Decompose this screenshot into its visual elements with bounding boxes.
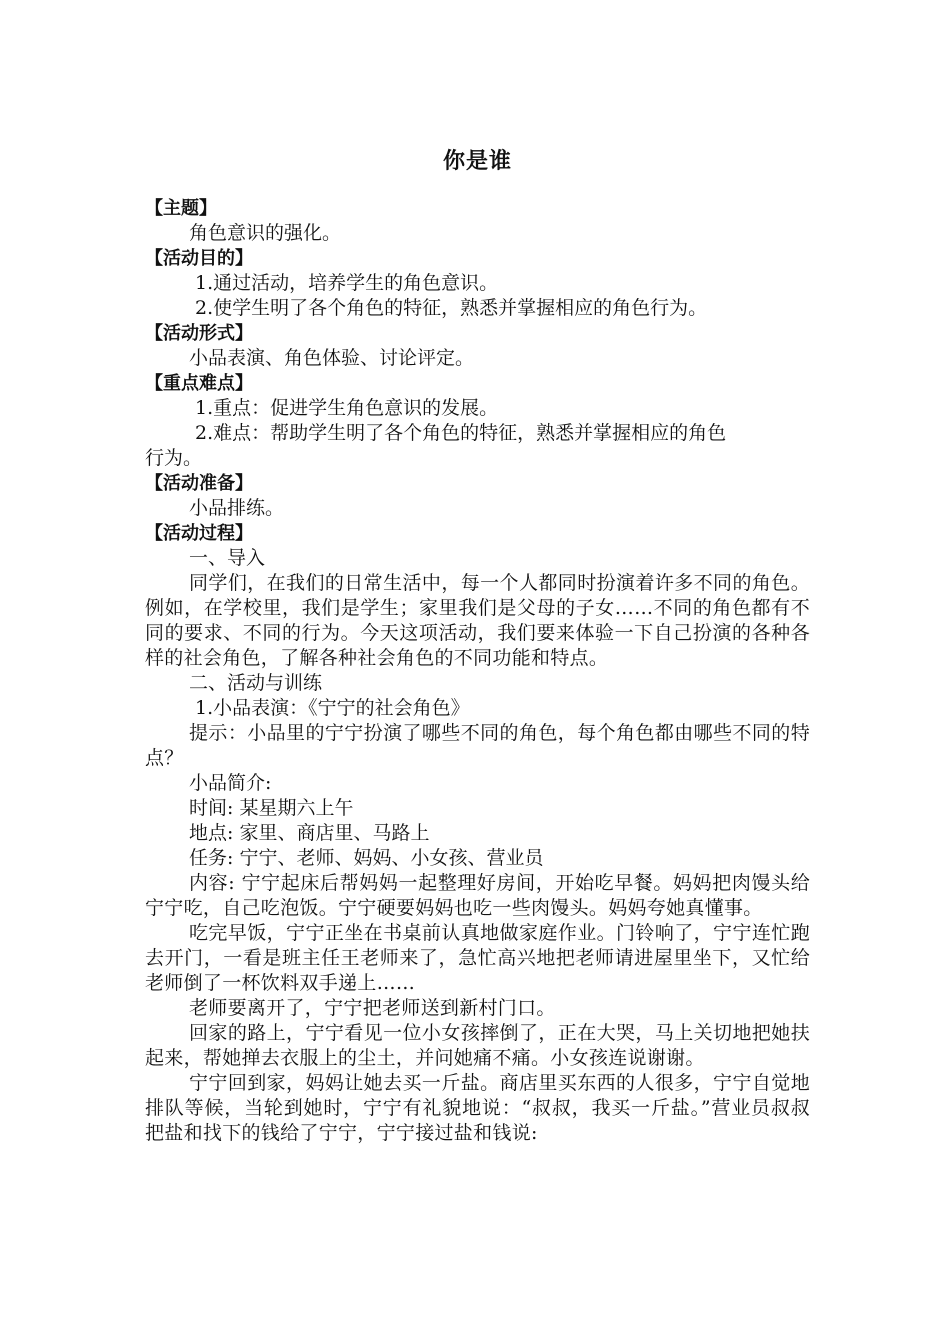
purpose-item-1: 1.通过活动，培养学生的角色意识。: [195, 272, 499, 294]
skit-time: 时间: 某星期六上午: [189, 797, 354, 819]
skit-title: 1.小品表演：《宁宁的社会角色》: [195, 697, 470, 719]
section-heading-key-points: 【重点难点】: [145, 373, 253, 394]
intro-paragraph: 同学们，在我们的日常生活中，每一个人都同时扮演着许多不同的角色。例如，在学校里，我们是学生；家里我们是父母的子女……不同的角色都有不同的要求、不同的行为。今天这项活动，我们要来体验一下自己扮演的各种各样的社会角色，了解各种社会角色的不同功能和特点。: [145, 572, 810, 669]
section-heading-process: 【活动过程】: [145, 523, 253, 544]
skit-intro: 小品简介:: [189, 772, 272, 794]
skit-content: 内容: 宁宁起床后帮妈妈一起整理好房间，开始吃早餐。妈妈把肉馒头给宁宁吃，自己吃泡饭。宁宁硬要妈妈也吃一些肉馒头。妈妈夸她真懂事。: [145, 872, 810, 919]
section-heading-form: 【活动形式】: [145, 323, 253, 344]
skit-place: 地点: 家里、商店里、马路上: [189, 822, 430, 844]
section-heading-preparation: 【活动准备】: [145, 473, 253, 494]
activity-heading: 二、活动与训练: [189, 672, 323, 694]
document-title: 你是谁: [442, 149, 512, 174]
key-point-2-continued: 行为。: [145, 447, 203, 469]
section-heading-theme: 【主题】: [145, 198, 217, 219]
intro-heading: 一、导入: [189, 547, 266, 569]
key-point-2: 2.难点：帮助学生明了各个角色的特征，熟悉并掌握相应的角色: [195, 422, 727, 444]
story-paragraph-3: 回家的路上，宁宁看见一位小女孩摔倒了，正在大哭，马上关切地把她扶起来，帮她掸去衣服上的尘土，并问她痛不痛。小女孩连说谢谢。: [145, 1022, 810, 1069]
form-text: 小品表演、角色体验、讨论评定。: [189, 347, 475, 369]
theme-text: 角色意识的强化。: [189, 222, 342, 244]
key-point-1: 1.重点：促进学生角色意识的发展。: [195, 397, 499, 419]
preparation-text: 小品排练。: [189, 497, 285, 519]
story-paragraph-4: 宁宁回到家，妈妈让她去买一斤盐。商店里买东西的人很多，宁宁自觉地排队等候，当轮到她时，宁宁有礼貌地说：“叔叔，我买一斤盐。”营业员叔叔把盐和找下的钱给了宁宁，宁宁接过盐和钱说:: [145, 1072, 810, 1144]
section-heading-purpose: 【活动目的】: [145, 248, 253, 269]
story-paragraph-1: 吃完早饭，宁宁正坐在书桌前认真地做家庭作业。门铃响了，宁宁连忙跑去开门，一看是班主任王老师来了，急忙高兴地把老师请进屋里坐下，又忙给老师倒了一杯饮料双手递上……: [145, 922, 810, 994]
hint-paragraph: 提示：小品里的宁宁扮演了哪些不同的角色，每个角色都由哪些不同的特点？: [145, 722, 810, 769]
document-page: [145, 140, 810, 1146]
purpose-item-2: 2.使学生明了各个角色的特征，熟悉并掌握相应的角色行为。: [195, 297, 708, 319]
skit-roles: 任务: 宁宁、老师、妈妈、小女孩、营业员: [189, 847, 544, 869]
story-paragraph-2: 老师要离开了，宁宁把老师送到新村门口。: [189, 997, 556, 1019]
